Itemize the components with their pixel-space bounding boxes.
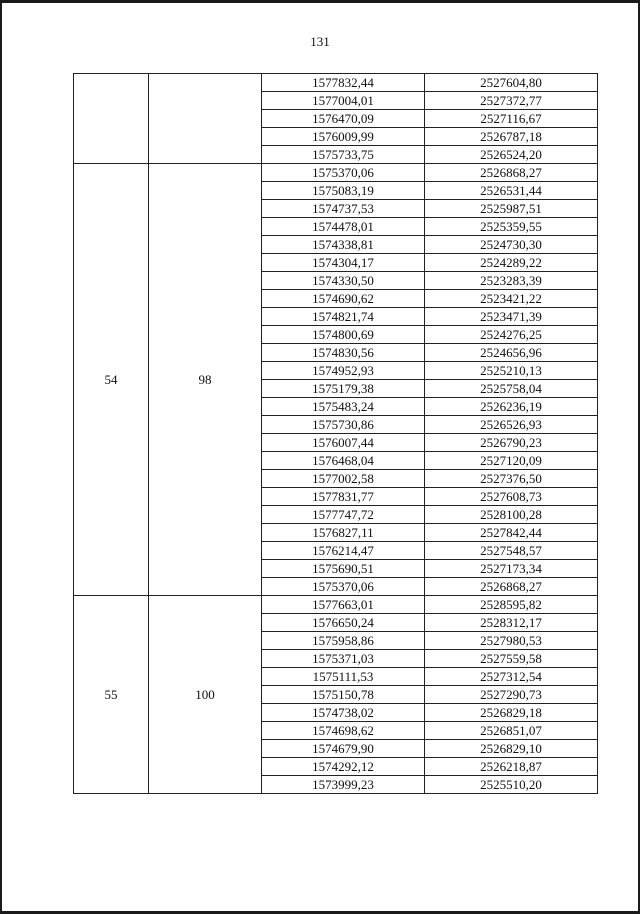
x-coordinate-cell: 1576007,44	[262, 434, 425, 452]
x-coordinate-cell: 1575111,53	[262, 668, 425, 686]
x-coordinate-cell: 1574800,69	[262, 326, 425, 344]
y-coordinate-cell: 2528312,17	[425, 614, 598, 632]
page-number: 131	[310, 34, 330, 49]
x-coordinate-cell: 1575483,24	[262, 398, 425, 416]
y-coordinate-cell: 2526790,23	[425, 434, 598, 452]
y-coordinate-cell: 2526868,27	[425, 164, 598, 182]
y-coordinate-cell: 2523283,39	[425, 272, 598, 290]
x-coordinate-cell: 1577747,72	[262, 506, 425, 524]
coordinates-table-body	[74, 74, 598, 794]
y-coordinate-cell: 2527608,73	[425, 488, 598, 506]
x-coordinate-cell: 1574690,62	[262, 290, 425, 308]
x-coordinate-cell: 1574478,01	[262, 218, 425, 236]
table-row	[74, 164, 598, 182]
coordinates-table	[73, 73, 598, 794]
x-coordinate-cell: 1575083,19	[262, 182, 425, 200]
x-coordinate-cell: 1575730,86	[262, 416, 425, 434]
plot-number-cell: 55	[74, 596, 149, 794]
x-coordinate-cell: 1574830,56	[262, 344, 425, 362]
y-coordinate-cell: 2525987,51	[425, 200, 598, 218]
y-coordinate-cell: 2526526,93	[425, 416, 598, 434]
y-coordinate-cell: 2527548,57	[425, 542, 598, 560]
table-row	[74, 596, 598, 614]
x-coordinate-cell: 1575370,06	[262, 164, 425, 182]
y-coordinate-cell: 2526524,20	[425, 146, 598, 164]
y-coordinate-cell: 2527376,50	[425, 470, 598, 488]
x-coordinate-cell: 1574698,62	[262, 722, 425, 740]
x-coordinate-cell: 1574737,53	[262, 200, 425, 218]
x-coordinate-cell: 1574821,74	[262, 308, 425, 326]
y-coordinate-cell: 2527116,67	[425, 110, 598, 128]
y-coordinate-cell: 2523421,22	[425, 290, 598, 308]
y-coordinate-cell: 2526868,27	[425, 578, 598, 596]
y-coordinate-cell: 2526787,18	[425, 128, 598, 146]
x-coordinate-cell: 1574738,02	[262, 704, 425, 722]
y-coordinate-cell: 2523471,39	[425, 308, 598, 326]
x-coordinate-cell: 1575690,51	[262, 560, 425, 578]
area-cell: 98	[149, 164, 262, 596]
plot-number-cell	[74, 74, 149, 164]
x-coordinate-cell: 1574304,17	[262, 254, 425, 272]
y-coordinate-cell: 2526829,10	[425, 740, 598, 758]
x-coordinate-cell: 1574679,90	[262, 740, 425, 758]
y-coordinate-cell: 2524289,22	[425, 254, 598, 272]
y-coordinate-cell: 2525359,55	[425, 218, 598, 236]
y-coordinate-cell: 2527120,09	[425, 452, 598, 470]
table-row	[74, 74, 598, 92]
x-coordinate-cell: 1576650,24	[262, 614, 425, 632]
y-coordinate-cell: 2527559,58	[425, 650, 598, 668]
y-coordinate-cell: 2524656,96	[425, 344, 598, 362]
x-coordinate-cell: 1577832,44	[262, 74, 425, 92]
y-coordinate-cell: 2526851,07	[425, 722, 598, 740]
y-coordinate-cell: 2528100,28	[425, 506, 598, 524]
y-coordinate-cell: 2526218,87	[425, 758, 598, 776]
x-coordinate-cell: 1574330,50	[262, 272, 425, 290]
x-coordinate-cell: 1575958,86	[262, 632, 425, 650]
area-cell	[149, 74, 262, 164]
y-coordinate-cell: 2527842,44	[425, 524, 598, 542]
y-coordinate-cell: 2527173,34	[425, 560, 598, 578]
x-coordinate-cell: 1575733,75	[262, 146, 425, 164]
x-coordinate-cell: 1575179,38	[262, 380, 425, 398]
area-cell: 100	[149, 596, 262, 794]
y-coordinate-cell: 2528595,82	[425, 596, 598, 614]
y-coordinate-cell: 2525510,20	[425, 776, 598, 794]
y-coordinate-cell: 2526829,18	[425, 704, 598, 722]
x-coordinate-cell: 1574292,12	[262, 758, 425, 776]
x-coordinate-cell: 1575371,03	[262, 650, 425, 668]
y-coordinate-cell: 2527372,77	[425, 92, 598, 110]
x-coordinate-cell: 1574952,93	[262, 362, 425, 380]
x-coordinate-cell: 1576468,04	[262, 452, 425, 470]
x-coordinate-cell: 1573999,23	[262, 776, 425, 794]
y-coordinate-cell: 2527604,80	[425, 74, 598, 92]
y-coordinate-cell: 2527290,73	[425, 686, 598, 704]
x-coordinate-cell: 1574338,81	[262, 236, 425, 254]
y-coordinate-cell: 2527312,54	[425, 668, 598, 686]
y-coordinate-cell: 2526531,44	[425, 182, 598, 200]
x-coordinate-cell: 1577663,01	[262, 596, 425, 614]
y-coordinate-cell: 2526236,19	[425, 398, 598, 416]
x-coordinate-cell: 1575150,78	[262, 686, 425, 704]
x-coordinate-cell: 1576470,09	[262, 110, 425, 128]
x-coordinate-cell: 1577004,01	[262, 92, 425, 110]
x-coordinate-cell: 1576827,11	[262, 524, 425, 542]
y-coordinate-cell: 2524276,25	[425, 326, 598, 344]
x-coordinate-cell: 1576214,47	[262, 542, 425, 560]
y-coordinate-cell: 2525758,04	[425, 380, 598, 398]
y-coordinate-cell: 2525210,13	[425, 362, 598, 380]
x-coordinate-cell: 1577002,58	[262, 470, 425, 488]
x-coordinate-cell: 1577831,77	[262, 488, 425, 506]
x-coordinate-cell: 1575370,06	[262, 578, 425, 596]
x-coordinate-cell: 1576009,99	[262, 128, 425, 146]
plot-number-cell: 54	[74, 164, 149, 596]
y-coordinate-cell: 2527980,53	[425, 632, 598, 650]
y-coordinate-cell: 2524730,30	[425, 236, 598, 254]
